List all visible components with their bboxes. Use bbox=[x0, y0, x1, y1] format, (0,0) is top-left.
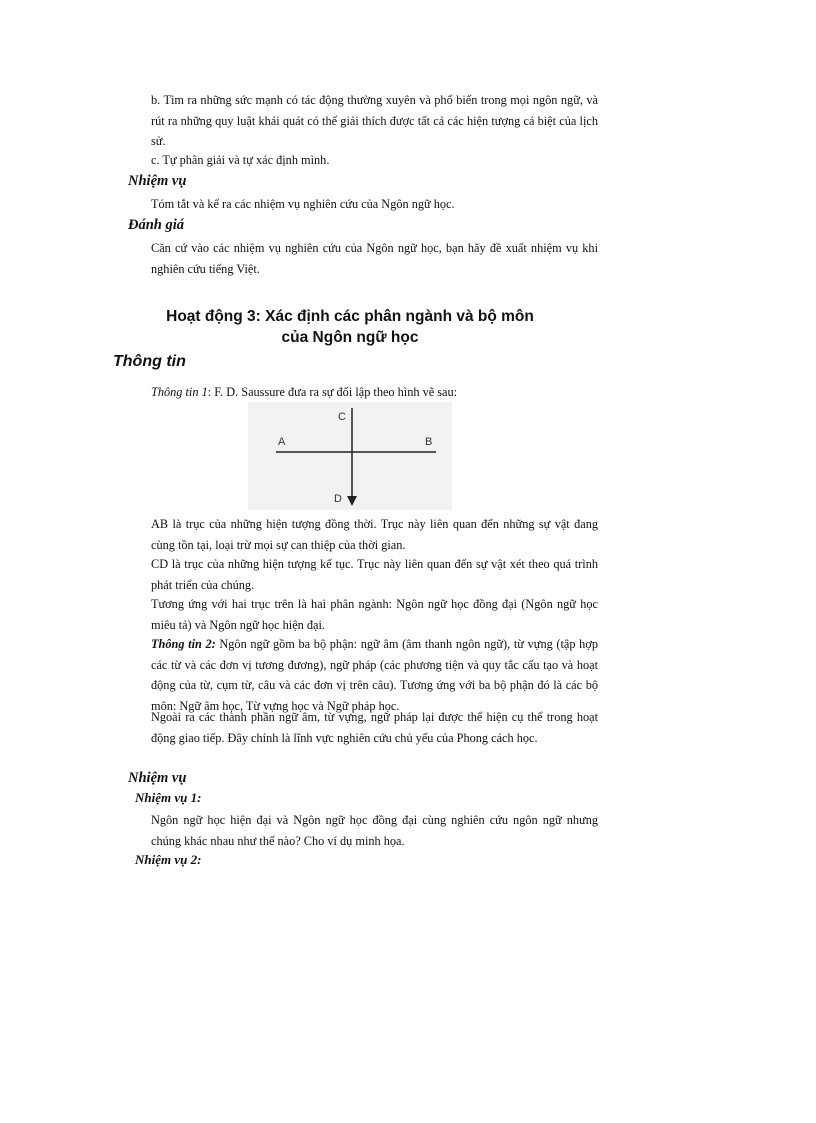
paragraph-thong-tin-2 bbox=[151, 634, 598, 716]
paragraph-b: b. Tìm ra những sức mạnh có tác động thường xuyên và phổ biến trong mọi ngôn ngữ, và rút ra những quy luật khái quát có thể giải thích được tất cả các hiện tượng cá biệt của lịch sử. bbox=[151, 93, 598, 148]
thong-tin-2-text: Ngôn ngữ gồm ba bộ phận: ngữ âm (âm thanh ngôn ngữ), từ vựng (tập hợp các từ và các đơn vị tương đương), ngữ pháp (các phương tiện và quy tắc cấu tạo và hoạt động của từ, cụm từ, câu và các đơn vị trên câu). Tương ứng với ba bộ phận đó là các bộ môn: Ngữ âm học, Từ vựng học và Ngữ pháp học. bbox=[151, 637, 598, 713]
paragraph-thong-tin-1 bbox=[151, 382, 598, 403]
saussure-axes-diagram bbox=[248, 402, 452, 510]
label-d: D bbox=[334, 493, 342, 505]
paragraph-cd: CD là trục của những hiện tượng kế tục. Trục này liên quan đến sự vật xét theo quá trình phát triển của chúng. bbox=[151, 557, 598, 592]
heading-nhiem-vu-2-sub: Nhiệm vụ 2: bbox=[135, 852, 202, 867]
paragraph-danh-gia: Căn cứ vào các nhiệm vụ nghiên cứu của Ngôn ngữ học, bạn hãy đề xuất nhiệm vụ khi nghiên cứu tiếng Việt. bbox=[151, 241, 598, 276]
paragraph-c: c. Tự phân giải và tự xác định mình. bbox=[151, 153, 330, 167]
heading-danh-gia: Đánh giá bbox=[128, 217, 185, 233]
paragraph-tuong-ung: Tương ứng với hai trục trên là hai phân ngành: Ngôn ngữ học đồng đại (Ngôn ngữ học miêu tả) và Ngôn ngữ học hiện đại. bbox=[151, 597, 598, 632]
label-c: C bbox=[338, 411, 346, 423]
paragraph-nhiem-vu: Tóm tắt và kể ra các nhiệm vụ nghiên cứu của Ngôn ngữ học. bbox=[151, 197, 455, 211]
activity-title-line2: của Ngôn ngữ học bbox=[281, 329, 419, 346]
paragraph-ngoai-ra: Ngoài ra các thành phần ngữ âm, từ vựng, ngữ pháp lại được thể hiện cụ thể trong hoạt động giao tiếp. Đây chính là lĩnh vực nghiên cứu chủ yếu của Phong cách học. bbox=[151, 710, 598, 745]
heading-nhiem-vu-1: Nhiệm vụ 1: bbox=[135, 790, 202, 805]
paragraph-ab: AB là trục của những hiện tượng đồng thời. Trục này liên quan đến những sự vật đang cùng tồn tại, loại trừ mọi sự can thiệp của thời gian. bbox=[151, 517, 598, 552]
label-b: B bbox=[425, 436, 433, 448]
thong-tin-1-label: Thông tin 1 bbox=[151, 385, 208, 399]
heading-thong-tin: Thông tin bbox=[113, 353, 186, 370]
heading-nhiem-vu-2: Nhiệm vụ bbox=[128, 770, 187, 786]
paragraph-nhiem-vu-1: Ngôn ngữ học hiện đại và Ngôn ngữ học đồng đại cùng nghiên cứu ngôn ngữ nhưng chúng khác nhau như thế nào? Cho ví dụ minh họa. bbox=[151, 813, 598, 848]
activity-title-line1: Hoạt động 3: Xác định các phân ngành và bộ môn bbox=[166, 308, 534, 325]
thong-tin-2-label: Thông tin 2: bbox=[151, 637, 216, 651]
label-a: A bbox=[278, 436, 286, 448]
heading-nhiem-vu: Nhiệm vụ bbox=[128, 173, 187, 189]
thong-tin-1-text: : F. D. Saussure đưa ra sự đối lập theo hình vẽ sau: bbox=[207, 385, 458, 399]
